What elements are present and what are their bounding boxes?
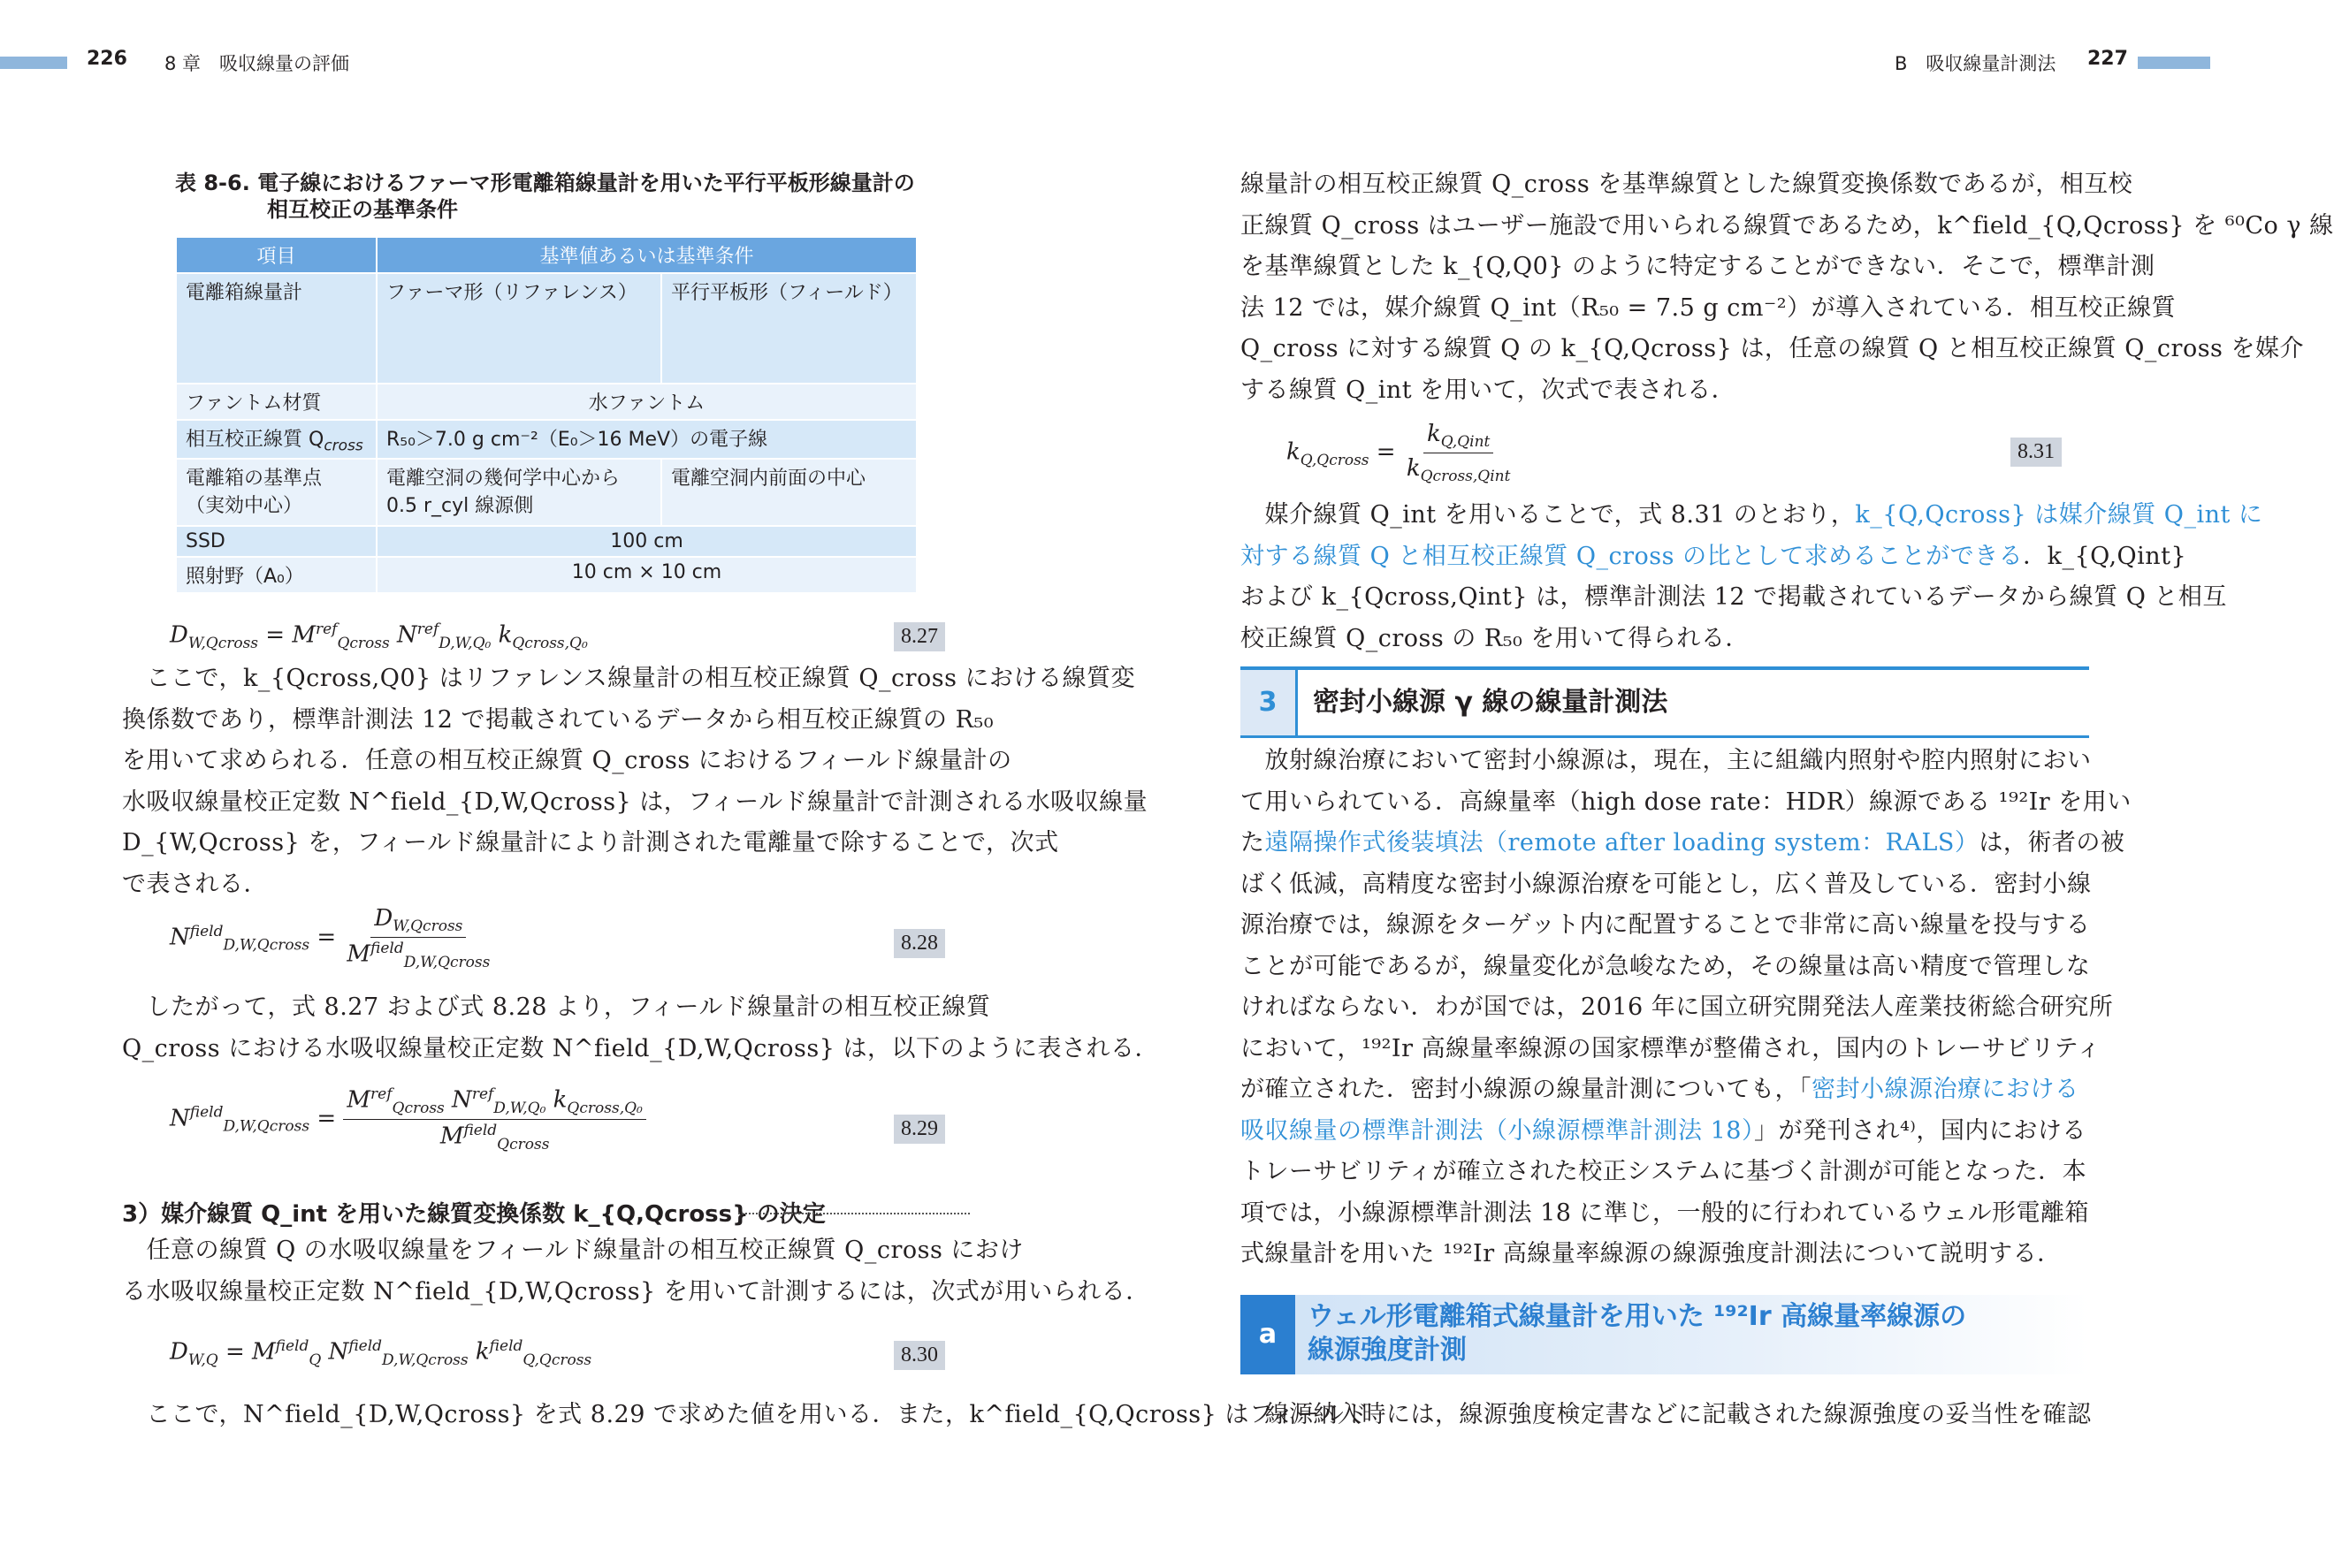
row-chamber-field: 平行平板形（フィールド）	[661, 273, 917, 384]
row-quality-value: R₅₀＞7.0 g cm⁻²（E₀＞16 MeV）の電子線	[377, 420, 917, 459]
right-paragraph-4: 線源納入時には，線源強度検定書などに記載された線源強度の妥当性を確認	[1240, 1401, 2092, 1428]
subsection-dotted-rule	[738, 1213, 970, 1214]
equation-8-28: $N^{field}_{D,W,Qcross}$ = $\frac{D_{W,Qcross}}{M^{field}_{D,W,Qcross}}$	[170, 905, 491, 972]
left-chapter-title: 8 章 吸収線量の評価	[164, 53, 350, 74]
right-paragraph-2: 媒介線質 Q_int を用いることで，式 8.31 のとおり，k_{Q,Qcross} は媒介線質 Q_int に 対する線質 Q と相互校正線質 Q_cross の比として求めることができる．k_{Q,Qint} および k_{Qcross,Qint} は，標準計測法 12 で掲載されているデータから線質 Q と相互 校正線質 Q_cross の R₅₀ を用いて得られる．	[1240, 501, 2263, 652]
equation-number-8-28: 8.28	[894, 929, 945, 958]
table-caption-line2: 相互校正の基準条件	[267, 197, 458, 222]
row-fieldsize-value: 10 cm × 10 cm	[377, 557, 917, 593]
left-paragraph-2: したがって，式 8.27 および式 8.28 より，フィールド線量計の相互校正線質 Q_cross における水吸収線量校正定数 N^field_{D,W,Qcross} は，以下のように表される．	[122, 993, 1160, 1062]
equation-number-8-27: 8.27	[894, 622, 945, 651]
equation-8-30: $D_{W,Q} = M^{field}_Q$ $N^{field}_{D,W,Qcross}$ $k^{field}_{Q,Qcross}$	[170, 1337, 592, 1369]
right-header-bar	[2138, 57, 2210, 69]
equation-8-31: $k_{Q,Qcross}$ = $\frac{k_{Q,Qint}}{k_{Qcross,Qint}}$	[1286, 421, 1511, 486]
table-caption	[175, 170, 915, 223]
row-refpoint-field: 電離空洞内前面の中心	[661, 459, 917, 526]
row-refpoint-label: 電離箱の基準点 （実効中心）	[176, 459, 377, 526]
row-chamber-ref: ファーマ形（リファレンス）	[377, 273, 661, 384]
row-quality-label: 相互校正線質 $Q_{cross}$	[176, 420, 377, 459]
section-a-title: ウェル形電離箱式線量計を用いた ¹⁹²Ir 高線量率線源の 線源強度計測	[1308, 1301, 1967, 1366]
section-3-heading	[1240, 666, 2089, 738]
equation-number-8-30: 8.30	[894, 1341, 945, 1370]
row-ssd-value: 100 cm	[377, 526, 917, 557]
table-header-item: 項目	[176, 237, 377, 273]
right-page-number: 227	[2087, 48, 2128, 70]
row-phantom-label: ファントム材質	[176, 384, 377, 420]
left-paragraph-3: 任意の線質 Q の水吸収線量をフィールド線量計の相互校正線質 Q_cross におけ る水吸収線量校正定数 N^field_{D,W,Qcross} を用いて計測するには，次式が用いられる．	[122, 1237, 1150, 1305]
equation-8-27: $D_{W,Qcross} = M^{ref}_{Qcross}$ $N^{ref}_{D,W,Q_0}$ $k_{Qcross,Q_0}$	[170, 620, 588, 652]
row-fieldsize-label: 照射野（A₀）	[176, 557, 377, 593]
right-section-title: B 吸収線量計測法	[1895, 53, 2056, 74]
row-refpoint-ref: 電離空洞の幾何学中心から 0.5 r_cyl 線源側	[377, 459, 661, 526]
row-phantom-value: 水ファントム	[377, 384, 917, 420]
left-paragraph-4: ここで，N^field_{D,W,Qcross} を式 8.29 で求めた値を用いる．また，k^field_{Q,Qcross} はフィールド	[122, 1401, 1369, 1428]
left-header-bar	[0, 57, 67, 69]
row-chamber-label: 電離箱線量計	[176, 273, 377, 384]
subsection-3-title: 3）媒介線質 Q_int を用いた線質変換係数 k_{Q,Qcross} の決定	[122, 1201, 826, 1228]
equation-number-8-31: 8.31	[2010, 438, 2062, 467]
section-3-number: 3	[1240, 670, 1298, 735]
left-page-number: 226	[87, 48, 127, 70]
equation-number-8-29: 8.29	[894, 1115, 945, 1144]
section-a-letter: a	[1240, 1295, 1295, 1374]
equation-8-29: $N^{field}_{D,W,Qcross}$ = $\frac{M^{ref}_{Qcross} N^{ref}_{D,W,Q_0} k_{Qcross,Q_0}}{M^{field}_{Qcross}}$	[170, 1085, 646, 1153]
right-paragraph-1: 線量計の相互校正線質 Q_cross を基準線質とした線質変換係数であるが，相互校 正線質 Q_cross はユーザー施設で用いられる線質であるため，k^field_{Q,Qcross} を ⁶⁰Co γ 線 を基準線質とした k_{Q,Q0} のように特定することができない．そこで，標準計測 法 12 では，媒介線質 Q_int（R₅₀ = 7.5 g cm⁻²）が導入されている．相互校正線質 Q_cross に対する線質 Q の k_{Q,Qcross} は，任意の線質 Q と相互校正線質 Q_cross を媒介 する線質 Q_int を用いて，次式で表される．	[1240, 171, 2334, 404]
row-ssd-label: SSD	[176, 526, 377, 557]
section-3-title: 密封小線源 γ 線の線量計測法	[1313, 687, 1668, 718]
right-paragraph-3: 放射線治療において密封小線源は，現在，主に組織内照射や腔内照射におい て用いられている．高線量率（high dose rate：HDR）線源である ¹⁹²Ir を用い た遠隔操作式後装填法（remote after loading system：RALS）は，術者の被 ばく低減，高精度な密封小線源治療を可能とし，広く普及している．密封小線 源治療では，線源をターゲット内に配置することで非常に高い線量を投与する ことが可能であるが，線量変化が急峻なため，その線量は高い精度で管理しな ければならない．わが国では，2016 年に国立研究開発法人産業技術総合研究所 において，¹⁹²Ir 高線量率線源の国家標準が整備され，国内のトレーサビリティ が確立された．密封小線源の線量計測についても，「密封小線源治療における 吸収線量の標準計測法（小線源標準計測法 18）」が発刊され⁴⁾，国内における トレーサビリティが確立された校正システムに基づく計測が可能となった．本 項では，小線源標準計測法 18 に準じ，一般的に行われているウェル形電離箱 式線量計を用いた ¹⁹²Ir 高線量率線源の線源強度計測法について説明する．	[1240, 747, 2132, 1267]
left-paragraph-1: ここで，k_{Qcross,Q0} はリファレンス線量計の相互校正線質 Q_cross における線質変 換係数であり，標準計測法 12 で掲載されているデータから相互校正線質の R₅₀ を用いて求められる．任意の相互校正線質 Q_cross におけるフィールド線量計の 水吸収線量校正定数 N^field_{D,W,Qcross} は，フィールド線量計で計測される水吸収線量 D_{W,Qcross} を，フィールド線量計により計測された電離量で除することで，次式 で表される．	[122, 665, 1148, 898]
table-caption-label: 表 8-6.	[175, 171, 250, 195]
section-a-heading	[1240, 1295, 2089, 1374]
table-caption-line1: 電子線におけるファーマ形電離箱線量計を用いた平行平板形線量計の	[257, 171, 915, 195]
reference-conditions-table	[175, 236, 918, 594]
table-header-condition: 基準値あるいは基準条件	[377, 237, 917, 273]
